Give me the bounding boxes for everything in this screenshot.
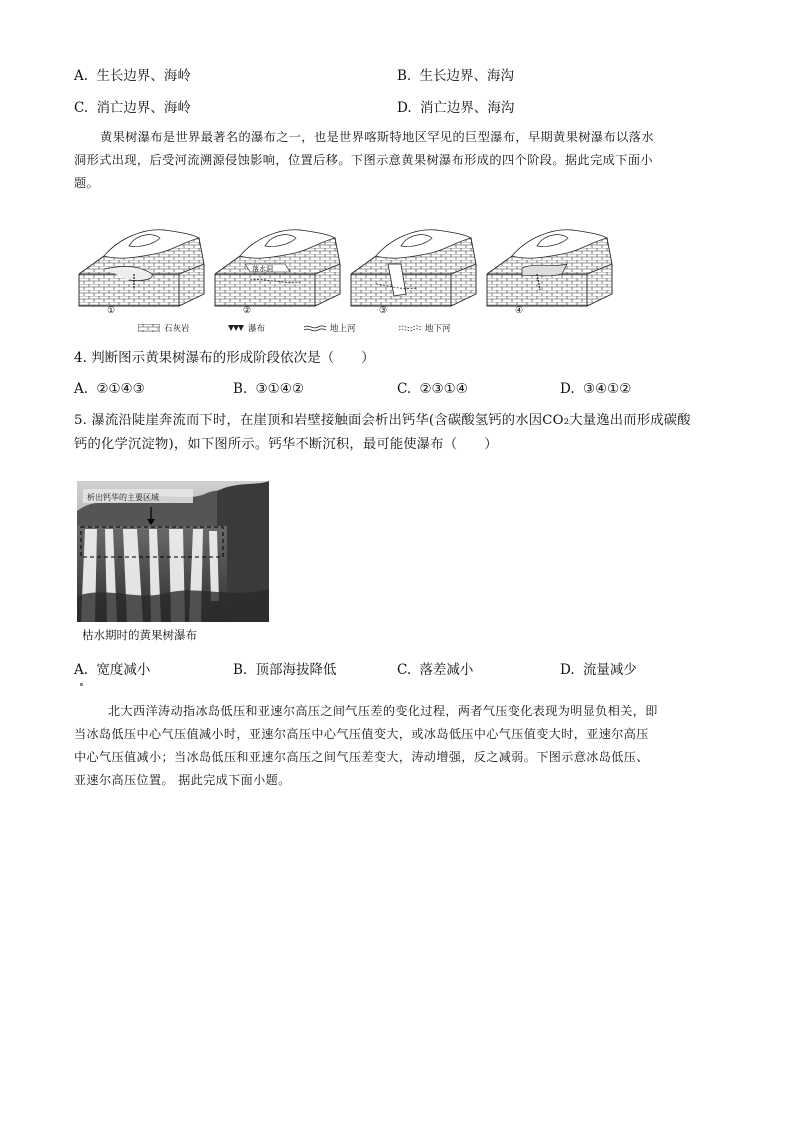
legend-surface-river xyxy=(304,322,356,334)
sinkhole-label: 落水洞 xyxy=(252,265,273,273)
passage-line: 黄果树瀑布是世界最著名的瀑布之一，也是世界喀斯特地区罕见的巨型瀑布，早期黄果树瀑布以落水 xyxy=(100,130,654,144)
passage-line: 北大西洋涛动指冰岛低压和亚速尔高压之间气压差的变化过程，两者气压变化表现为明显负相关，即 xyxy=(108,704,658,718)
option-text: ②①④③ xyxy=(96,381,145,397)
question-5-stem-line: 钙的化学沉淀物)，如下图所示。钙华不断沉积，最可能使瀑布（ ） xyxy=(74,437,498,452)
stage-label-3: ③ xyxy=(379,306,388,316)
legend-label: 石灰岩 xyxy=(164,324,190,334)
question-5-stem xyxy=(74,409,734,457)
surface-river-icon xyxy=(304,324,326,332)
stage-block-3 xyxy=(351,230,476,306)
q5-option-d[interactable] xyxy=(560,660,637,680)
option-letter: B. xyxy=(397,68,412,84)
q4-option-a[interactable] xyxy=(74,379,145,399)
underground-river-icon xyxy=(399,324,421,332)
legend-waterfall xyxy=(228,322,265,334)
legend-label: 地上河 xyxy=(330,324,356,334)
option-text: ③④①② xyxy=(582,381,632,397)
limestone-icon xyxy=(138,324,160,332)
option-text: 生长边界、海岭 xyxy=(96,68,191,84)
q3-option-d[interactable] xyxy=(397,98,514,118)
option-text: ③①④② xyxy=(255,381,304,397)
option-letter: B. xyxy=(233,662,248,678)
stage-label-4: ④ xyxy=(515,306,524,316)
option-letter: D. xyxy=(397,100,412,116)
option-text: 生长边界、海沟 xyxy=(419,68,515,84)
legend-label: 地下河 xyxy=(425,324,451,334)
legend-underground-river xyxy=(399,322,451,334)
stage-block-2 xyxy=(215,230,340,306)
legend-label: 瀑布 xyxy=(248,324,266,334)
q5-option-b[interactable] xyxy=(233,660,337,680)
stage-diagrams xyxy=(74,224,634,320)
waterfall-photo xyxy=(77,481,269,622)
option-text: 宽度减小 xyxy=(96,662,151,678)
q4-option-d[interactable] xyxy=(560,379,631,399)
legend-limestone xyxy=(138,322,190,334)
question-4-stem: 4. 判断图示黄果树瀑布的形成阶段依次是（ ） xyxy=(74,350,375,366)
waterfall-stage-figure xyxy=(74,224,634,320)
q4-option-b[interactable] xyxy=(233,379,304,399)
option-text: 消亡边界、海沟 xyxy=(419,100,515,116)
option-letter: C. xyxy=(397,381,412,397)
passage-line: 题。 xyxy=(74,176,100,190)
q3-option-c[interactable] xyxy=(74,98,191,118)
passage-huangguoshu xyxy=(74,126,722,195)
stage-label-1: ① xyxy=(107,306,116,316)
option-letter: A. xyxy=(74,381,89,397)
option-text: 消亡边界、海岭 xyxy=(96,100,191,116)
option-letter: C. xyxy=(74,100,89,116)
option-letter: D. xyxy=(560,381,575,397)
photo-caption: 枯水期时的黄果树瀑布 xyxy=(82,628,197,642)
stage-label-2: ② xyxy=(243,306,252,316)
option-letter: A. xyxy=(74,68,89,84)
scan-dot xyxy=(80,683,83,686)
calcification-area-label: 析出钙华的主要区域 xyxy=(87,493,159,502)
stage-block-4 xyxy=(487,230,612,306)
passage-nao xyxy=(74,700,722,792)
waterfall-icon xyxy=(228,324,244,332)
option-letter: D. xyxy=(560,662,575,678)
stage-block-1 xyxy=(79,230,204,306)
option-letter: A. xyxy=(74,662,89,678)
q5-option-c[interactable] xyxy=(397,660,473,680)
q3-option-b[interactable] xyxy=(397,66,514,86)
passage-line: 当冰岛低压中心气压值减小时，亚速尔高压中心气压值变大，或冰岛低压中心气压值变大时，亚速尔高压 xyxy=(74,727,649,741)
passage-line: 洞形式出现，后受河流溯源侵蚀影响，位置后移。下图示意黄果树瀑布形成的四个阶段。据此完成下面小 xyxy=(74,153,654,167)
passage-line: 亚速尔高压位置。 据此完成下面小题。 xyxy=(74,773,291,787)
option-text: 流量减少 xyxy=(582,662,637,678)
q3-option-a[interactable] xyxy=(74,66,191,86)
option-text: 落差减小 xyxy=(419,662,474,678)
q5-option-a[interactable] xyxy=(74,660,150,680)
question-5-stem-line: 5. 瀑流沿陡崖奔流而下时，在崖顶和岩壁接触面会析出钙华(含碳酸氢钙的水因CO₂大量逸出而形成碳酸 xyxy=(74,413,691,428)
q4-option-c[interactable] xyxy=(397,379,468,399)
option-text: ②③①④ xyxy=(419,381,468,397)
option-text: 顶部海拔降低 xyxy=(255,662,337,678)
option-letter: C. xyxy=(397,662,412,678)
option-letter: B. xyxy=(233,381,248,397)
passage-line: 中心气压值减小；当冰岛低压和亚速尔高压之间气压差变大，涛动增强，反之减弱。下图示意冰岛低压、 xyxy=(74,750,649,764)
